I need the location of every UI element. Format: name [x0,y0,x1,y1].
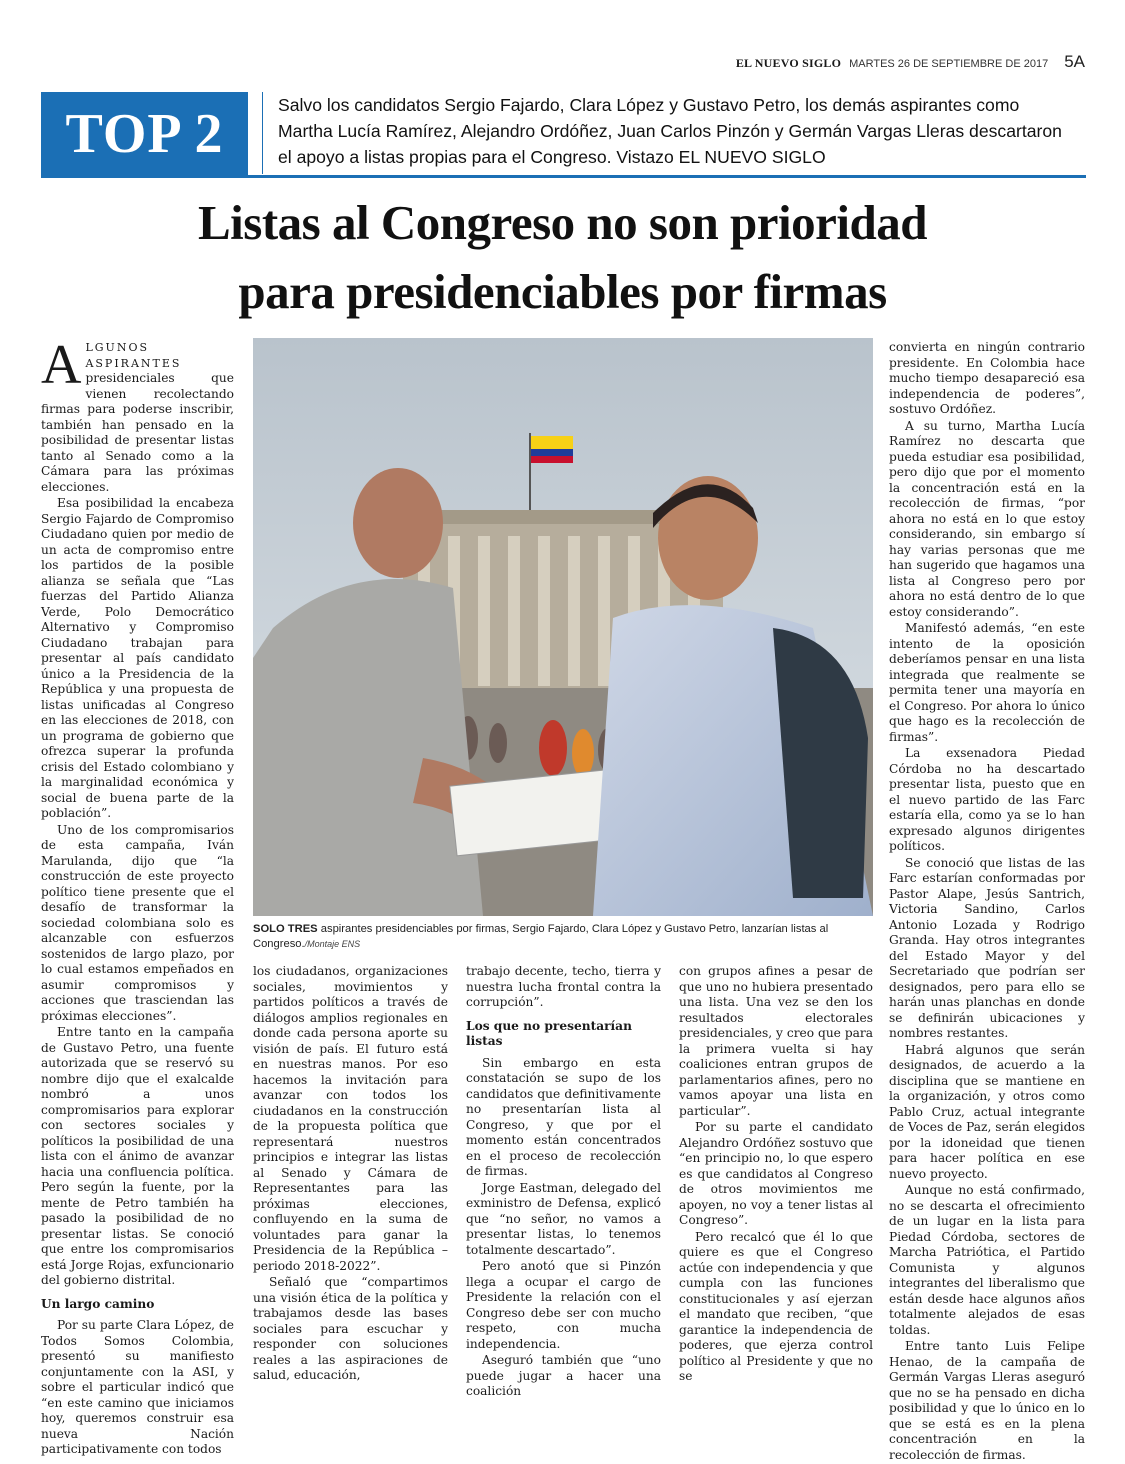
paragraph: Pero anotó que si Pinzón llega a ocupar el cargo de Presidente la relación con el Congreso debe ser con mucho respeto, con mucha independencia. [466,1259,661,1351]
lead-paragraph [41,334,234,495]
header-rule [41,175,1086,178]
subheading: Los que no presentarían listas [466,1018,632,1048]
paragraph: Pero recalcó que él lo que quiere es que el Congreso actúe con independencia y que cumpla con las funciones constitucionales y así ejerzan el mandato que reciben, “que garantice la independencia de poderes, que ejerza control político al Presidente y que no se [679,1229,873,1383]
paragraph: Manifestó además, “en este intento de la oposición deberíamos pensar en una lista integrada que realmente se permita tener una mayoría en el Congreso. Por ahora lo único que hago es la recolección de firmas”. [889,621,1085,744]
paragraph: los ciudadanos, organizaciones sociales, movimientos y partidos políticos a través de diálogos amplios regionales en donde cada persona aporte su visión de país. El futuro está en nuestras manos. Por eso hacemos la invitación para avanzar con todos los ciudadanos en la construcción de la propuesta política que representará nuestros principios e integrar las listas al Senado y Cámara de Representantes para las próximas elecciones, confluyendo en la suma de voluntades para ganar la Presidencia de la República –periodo 2018-2022”. [253,964,448,1273]
caption-lead: SOLO TRES [253,923,318,935]
paragraph: convierta en ningún contrario presidente. En Colombia hace mucho tiempo desapareció esa independencia de poderes”, sostuvo Ordóñez. [889,340,1085,416]
summary-divider [262,92,263,174]
headline [60,188,1065,326]
paragraph: Entre tanto Luis Felipe Henao, de la campaña de Germán Vargas Lleras aseguró que no se ha pensado en dicha posibilidad y que lo único en lo que se está es en la plena concentración en la recolección de firmas. [889,1339,1085,1462]
caption-text: aspirantes presidenciables por firmas, Sergio Fajardo, Clara López y Gustavo Petro, lanzarían listas al Congreso. [253,923,829,950]
paragraph: A su turno, Martha Lucía Ramírez no descarta que pueda estudiar esa posibilidad, pero dijo que por el momento la concentración está en la recolección de firmas, “por ahora no está en lo que estoy considerando, sin embargo sí hay varias personas que me han sugerido que hagamos una lista al Congreso pero por ahora no está dentro de lo que estoy considerando”. [889,418,1085,619]
photo-illustration [253,338,873,916]
paragraph: Por su parte Clara López, de Todos Somos Colombia, presentó su manifiesto conjuntamente con la ASI, y sobre el particular indicó que “en este camino que iniciamos hoy, queremos construir esa nueva Nación participativamente con todos [41,1318,234,1456]
article-photo [253,338,873,916]
paragraph: La exsenadora Piedad Córdoba no ha descartado presentar lista, puesto que en el nuevo partido de las Farc estaría ella, como ya se lo han expresado algunos dirigentes políticos. [889,746,1085,853]
paragraph: Entre tanto en la campaña de Gustavo Petro, una fuente autorizada que se reservó su nombre dijo que el exalcalde nombró a unos compromisarios para explorar con sectores sociales y políticos la posibilidad de una lista con el ánimo de avanzar hacia una confluencia política. Pero según la fuente, por la mente de Petro también ha pasado la posibilidad de no presentar listas. Se conoció que entre los compromisarios está Jorge Rojas, exfuncionario del gobierno distrital. [41,1025,234,1287]
drop-cap: A [41,334,82,396]
section-badge [41,92,248,176]
lead-smallcaps: LGUNOS ASPIRANTES [85,341,182,370]
paragraph: Señaló que “compartimos una visión ética de la política y trabajamos desde las bases sociales para escuchar y responder con soluciones reales a las aspiraciones de salud, educación, [253,1275,448,1382]
colombia-flag-icon [531,436,573,463]
paragraph: Aunque no está confirmado, no se descarta el ofrecimiento de un lugar en la lista para Piedad Córdoba, sectores de Marcha Patriótica, el Partido Comunista y algunos integrantes del liberalismo que están desde hace algunos años totalmente alejados de esas toldas. [889,1183,1085,1337]
paragraph: Se conoció que listas de las Farc estarían conformadas por Pastor Alape, Jesús Santrich, Victoria Sandino, Carlos Antonio Lozada y Rodrigo Granda. Hay otros integrantes del Estado Mayor y del Secretariado que podrían ser designados, pero para ello se harán unas planchas en donde se definirán ubicaciones y nombres restantes. [889,855,1085,1040]
subheading: Un largo camino [41,1296,155,1311]
paragraph: trabajo decente, techo, tierra y nuestra lucha frontal contra la corrupción”. [466,964,661,1009]
paragraph: presidenciales que vienen recolectando firmas para poderse inscribir, también han pensado en la posibilidad de presentar listas tanto al Senado como a la Cámara para las próximas elecciones. [41,371,234,494]
paragraph: Habrá algunos que serán designados, de acuerdo a la disciplina que se mantiene en la organización, y otros como Pablo Cruz, actual integrante de Voces de Paz, serán elegidos por la idoneidad que tienen para hacer política en ese nuevo proyecto. [889,1042,1085,1181]
paragraph: con grupos afines a pesar de que uno no hubiera presentado una lista. Una vez se den los resultados electorales presidenciales, y creo que para la primera vuelta si hay coaliciones entran grupos de parlamentarios afines, pero no vamos apoyar una lista en particular”. [679,964,873,1118]
masthead [736,52,1085,74]
headline-line-1: Listas al Congreso no son prioridad [198,195,927,250]
article-column-3 [466,964,661,1401]
paragraph: Aseguró también que “uno puede jugar a hacer una coalición [466,1353,661,1398]
paragraph: Esa posibilidad la encabeza Sergio Fajardo de Compromiso Ciudadano quien por medio de un acta de compromiso entre los partidos de la posible alianza se señala que “Las fuerzas del Partido Alianza Verde, Polo Democrático Alternativo y Compromiso Ciudadano trabajan para presentar al país candidato único a la Presidencia de la República y una propuesta de listas unificadas al Congreso en las elecciones de 2018, con un programa de gobierno que ofrezca superar la profunda crisis del Estado colombiano y la marginalidad económica y social de buena parte de la población”. [41,496,234,820]
photo-credit: /Montaje ENS [304,939,361,949]
article-summary: Salvo los candidatos Sergio Fajardo, Clara López y Gustavo Petro, los demás aspirantes como Martha Lucía Ramírez, Alejandro Ordóñez, Juan Carlos Pinzón y Germán Vargas Lleras descartaron el apoyo a listas propias para el Congreso. Vistazo EL NUEVO SIGLO [278,95,1062,167]
newspaper-name: EL NUEVO SIGLO [735,56,842,70]
paragraph: Sin embargo en esta constatación se supo de los candidatos que definitivamente no presentarían lista al Congreso, y que por el momento están concentrados en el proceso de recolección de firmas. [466,1055,661,1178]
article-column-right [889,340,1085,1464]
article-column-4 [679,964,873,1386]
paragraph: Uno de los compromisarios de esta campaña, Iván Marulanda, dijo que “la construcción de este proyecto político tiene presente que el desafío de transformar la sociedad colombiana solo es alcanzable con esfuerzos sostenidos de largo plazo, por lo cual estamos empeñados en asumir compromisos y acciones que trasciendan las próximas elecciones”. [41,822,234,1023]
article-column-1 [41,334,234,1459]
page-number: 5A [1064,52,1085,71]
paragraph: Por su parte el candidato Alejandro Ordóñez sostuvo que “en principio no, lo que espero es que candidatos al Congreso de otros movimientos me apoyen, no voy a tener listas al Congreso”. [679,1120,873,1227]
paragraph: Jorge Eastman, delegado del exministro de Defensa, explicó que “no señor, no vamos a presentar listas, lo tenemos totalmente descartado”. [466,1180,661,1257]
section-badge-label: TOP 2 [65,103,224,165]
photo-caption [253,922,873,952]
headline-line-2: para presidenciables por firmas [238,264,887,319]
issue-date: MARTES 26 DE SEPTIEMBRE DE 2017 [849,58,1049,70]
article-column-2 [253,964,448,1385]
